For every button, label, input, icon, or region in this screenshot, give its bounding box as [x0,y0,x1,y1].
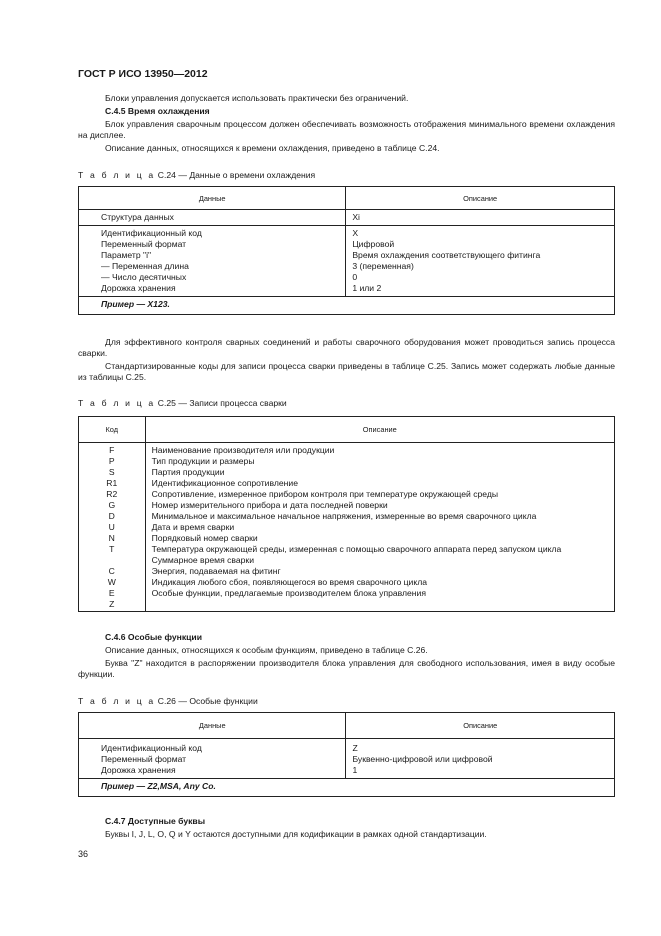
table-c24-structure-value: Xi [346,210,615,226]
table-c25-header-code: Код [79,417,146,443]
table-c24-row-label: Дорожка хранения [101,283,176,293]
table-c25-caption-lead: Т а б л и ц а [78,398,156,408]
table-c25-description: Индикация любого сбоя, появляющегося во время сварочного цикла [151,577,427,587]
table-c25-code: D [108,511,115,521]
table-c26-example: Пример — Z2,MSA, Any Co. [79,779,615,797]
table-c26-header-description: Описание [346,713,615,739]
table-c24-row-value: 3 (переменная) [352,261,414,271]
section-c45-title: С.4.5 Время охлаждения [105,106,210,116]
table-c24-row-value: 1 или 2 [352,283,382,293]
table-c25-code: R2 [106,489,118,499]
table-c25-description: Особые функции, предлагаемые производителем блока управления [151,588,427,598]
section-c45-paragraph-2: Описание данных, относящихся к времени охлаждения, приведено в таблице С.24. [105,143,440,153]
table-c26-row-value: Буквенно-цифровой или цифровой [352,754,493,764]
section-c45-paragraph-1: Блок управления сварочным процессом должен обеспечивать возможность отображения минимального времени охлаждения на дисплее. [78,119,615,140]
table-c25-code: U [108,522,115,532]
table-c24-row-value: Цифровой [352,239,395,249]
table-c25-code-column [79,443,146,612]
table-c25-code: C [108,566,115,576]
table-c26-description-column [346,739,615,779]
document-header: ГОСТ Р ИСО 13950—2012 [78,68,208,80]
table-c25-description: Партия продукции [151,467,225,477]
recording-paragraph-1: Для эффективного контроля сварных соединений и работы сварочного оборудования может проводиться запись процесса сварки. [78,337,615,358]
section-c46-paragraph-2: Буква "Z" находится в распоряжении производителя блока управления для свободного использования, имея в виду особые функции. [78,658,615,679]
table-c25-caption-text: С.25 — Записи процесса сварки [157,398,287,408]
table-c24-example: Пример — X123. [79,297,615,315]
table-c26 [78,712,615,797]
table-c25-description: Минимальное и максимальное начальное напряжения, измеренные во время сварочного цикла [151,511,537,521]
table-c25 [78,416,615,612]
table-c25-code: N [108,533,115,543]
table-c26-row-label: Идентификационный код [101,743,202,753]
page-number: 36 [78,849,89,859]
recording-paragraph-2: Стандартизированные коды для записи процесса сварки приведены в таблице С.25. Запись может содержать любые данные из таблицы С.25. [78,361,615,382]
section-c47-title: С.4.7 Доступные буквы [105,816,206,826]
table-c25-description: Идентификационное сопротивление [151,478,298,488]
table-c25-caption [78,398,287,409]
table-c24-caption-text: С.24 — Данные о времени охлаждения [157,170,316,180]
table-c24-row-value: Время охлаждения соответствующего фитинга [352,250,541,260]
table-c24-row-value: X [352,228,359,238]
table-c25-code: Z [109,599,115,609]
table-c24-row-label: Параметр "i" [101,250,152,260]
table-c26-header-data: Данные [79,713,346,739]
table-c24-row-label: Идентификационный код [101,228,202,238]
table-c24-header-data: Данные [79,187,346,210]
section-c47-paragraph-1: Буквы I, J, L, O, Q и Y остаются доступными для кодификации в рамках одной стандартизации. [105,829,487,839]
table-c25-description: Наименование производителя или продукции [151,445,335,455]
table-c25-code: T [109,544,115,554]
table-c24-header-description: Описание [346,187,615,210]
section-c46-title: С.4.6 Особые функции [105,632,202,642]
table-c25-code: P [108,456,115,466]
table-c25-code: F [109,445,115,455]
table-c24-row-label: — Переменная длина [101,261,189,271]
table-c25-code: R1 [106,478,118,488]
table-c24-data-column [79,226,346,297]
intro-paragraph: Блоки управления допускается использовать практически без ограничений. [105,93,409,103]
table-c25-code: G [108,500,116,510]
table-c25-description: Номер измерительного прибора и дата последней поверки [151,500,388,510]
table-c24-caption [78,170,315,181]
table-c26-row-label: Переменный формат [101,754,187,764]
table-c24 [78,186,615,315]
table-c24-row-value: 0 [352,272,358,282]
table-c26-data-column [79,739,346,779]
table-c25-description: Температура окружающей среды, измеренная с помощью сварочного аппарата перед запуском цикла [151,544,562,554]
table-c25-header-description: Описание [145,417,614,443]
table-c25-code: S [108,467,115,477]
table-c26-caption [78,696,258,707]
table-c24-structure-label: Структура данных [79,210,346,226]
table-c25-description: Порядковый номер сварки [151,533,258,543]
table-c25-description: Суммарное время сварки [151,555,254,565]
table-c25-description: Дата и время сварки [151,522,235,532]
table-c24-row-label: Переменный формат [101,239,187,249]
table-c25-description: Энергия, подаваемая на фитинг [151,566,281,576]
table-c25-description: Тип продукции и размеры [151,456,255,466]
table-c26-caption-lead: Т а б л и ц а [78,696,156,706]
table-c26-row-value: 1 [352,765,358,775]
table-c26-caption-text: С.26 — Особые функции [157,696,258,706]
table-c25-code: W [107,577,116,587]
table-c24-description-column [346,226,615,297]
table-c26-row-label: Дорожка хранения [101,765,176,775]
section-c46-paragraph-1: Описание данных, относящихся к особым функциям, приведено в таблице С.26. [105,645,428,655]
table-c26-row-value: Z [352,743,358,753]
table-c24-row-label: — Число десятичных [101,272,187,282]
table-c25-code: E [108,588,115,598]
table-c25-description-column [145,443,614,612]
table-c24-caption-lead: Т а б л и ц а [78,170,156,180]
table-c25-description: Сопротивление, измеренное прибором контроля при температуре окружающей среды [151,489,499,499]
